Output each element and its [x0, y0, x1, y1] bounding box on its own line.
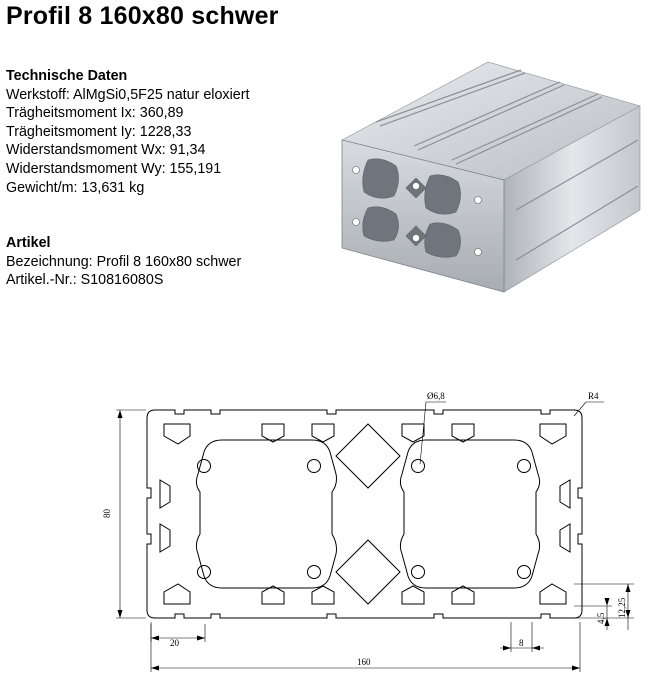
article-number-line: Artikel.-Nr.: S10816080S — [6, 272, 164, 289]
center-diamond-top — [336, 424, 400, 488]
radius-label: R4 — [588, 391, 599, 401]
page-title: Profil 8 160x80 schwer — [6, 2, 279, 30]
technical-data-section — [6, 67, 249, 197]
profile-3d-image — [328, 60, 664, 296]
weight-line: Gewicht/m: 13,631 kg — [6, 179, 145, 196]
slot-offset-label: 12,25 — [617, 597, 627, 618]
pitch-label: 20 — [170, 638, 179, 648]
inertia-x-line: Trägheitsmoment Ix: 360,89 — [6, 105, 184, 122]
height-label: 80 — [102, 509, 112, 518]
article-heading: Artikel — [6, 235, 51, 251]
designation-line: Bezeichnung: Profil 8 160x80 schwer — [6, 253, 242, 270]
slot-width-label: 8 — [519, 638, 524, 648]
technical-data-heading: Technische Daten — [6, 68, 128, 84]
profile-outline — [147, 410, 582, 618]
section-modulus-x-line: Widerstandsmoment Wx: 91,34 — [6, 142, 206, 159]
width-label: 160 — [357, 657, 371, 667]
article-section — [6, 234, 241, 290]
material-line: Werkstoff: AlMgSi0,5F25 natur eloxiert — [6, 86, 250, 103]
section-modulus-y-line: Widerstandsmoment Wy: 155,191 — [6, 160, 222, 177]
hole-diameter-label: Ø6,8 — [427, 391, 445, 401]
profile-technical-drawing — [104, 384, 640, 684]
inertia-y-line: Trägheitsmoment Iy: 1228,33 — [6, 123, 192, 140]
center-diamond-bottom — [336, 540, 400, 604]
slot-depth-label: 4,5 — [596, 612, 606, 624]
